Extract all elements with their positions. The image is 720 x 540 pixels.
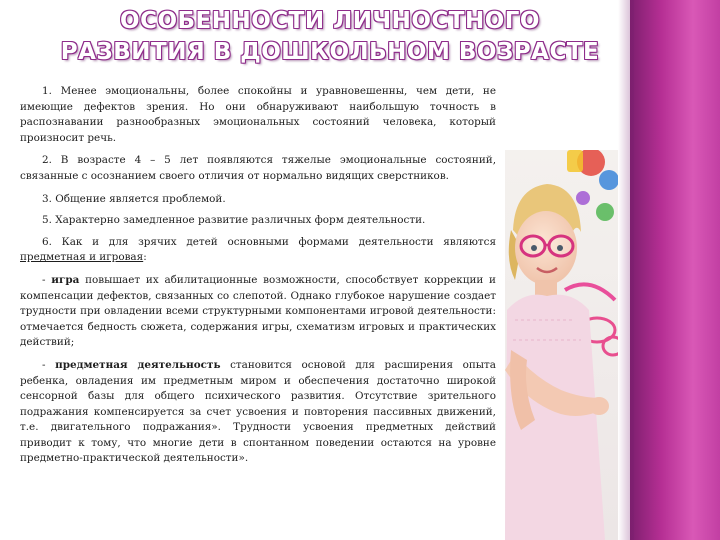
paragraph-6-dash: -	[42, 273, 52, 286]
paragraph-5-text: 6. Как и для зрячих детей основными формами деятельности являются	[42, 235, 496, 248]
body-text	[20, 84, 496, 474]
paragraph-1: 1. Менее эмоциональны, более спокойны и уравновешенны, чем дети, не имеющие дефектов зрения. Но они обнаруживают наибольшую точность в распознавании разнообразных эмоциональных состояний человека, который произносит речь.	[20, 85, 496, 144]
paragraph-6-bold: игра	[51, 273, 80, 286]
paragraph-7-bold: предметная деятельность	[55, 358, 221, 371]
paragraph-4: 5. Характерно замедленное развитие различных форм деятельности.	[42, 214, 426, 227]
paragraph-3: 3. Общение является проблемой.	[42, 192, 226, 205]
paragraph-7-text: становится основой для расширения опыта ребенка, овладения им предметным миром и обеспечения достаточно широкой сенсорной базы для общего психического развития. Отсутствие зрительного подражания компенсируется за счет усвоения и повторения пассивных движений, т.е. двигательного подражания». Трудности усвоения предметных действий приводит к тому, что многие дети в спонтанном поведении остаются на уровне предметно-практической деятельности».	[20, 358, 496, 465]
decorative-side-strip	[630, 0, 720, 540]
paragraph-2: 2. В возрасте 4 – 5 лет появляются тяжелые эмоциональные состояний, связанные с осознанием своего отличия от нормально видящих сверстников.	[20, 154, 496, 182]
paragraph-5	[20, 235, 496, 266]
title-line-1: ОСОБЕННОСТИ ЛИЧНОСТНОГО	[120, 8, 540, 34]
paragraph-7-dash: -	[42, 358, 56, 371]
paragraph-7	[20, 358, 496, 467]
paragraph-5-underlined: предметная и игровая	[20, 251, 144, 264]
slide-title	[30, 6, 630, 68]
strip-shadow	[618, 0, 634, 540]
paragraph-5-suffix: :	[143, 251, 147, 264]
paragraph-6	[20, 273, 496, 351]
title-line-2: РАЗВИТИЯ В ДОШКОЛЬНОМ ВОЗРАСТЕ	[60, 39, 600, 65]
paragraph-6-text: повышает их абилитационные возможности, способствует коррекции и компенсации дефектов, связанных со слепотой. Однако глубокое нарушение создает трудности при овладении всеми структурными компонентами игровой деятельности: отмечается бедность сюжета, содержания игры, схематизм игровых и практических действий;	[20, 273, 496, 349]
girl-with-glasses-photo	[505, 150, 618, 540]
